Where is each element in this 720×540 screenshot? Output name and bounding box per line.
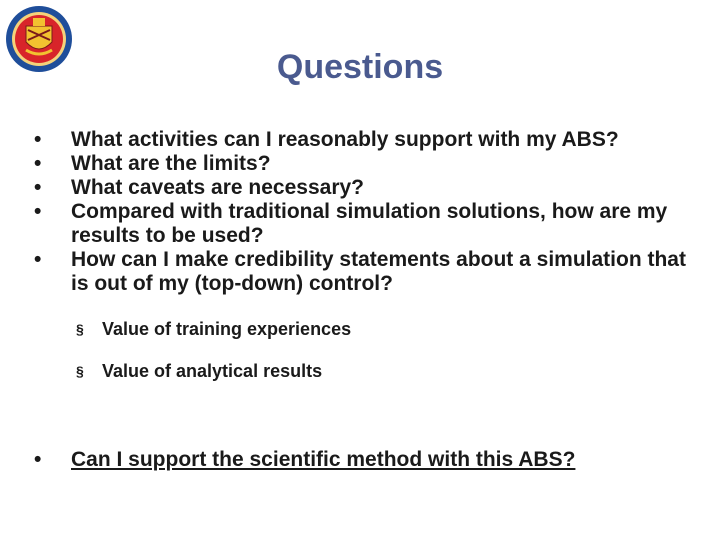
bullet-icon: • (34, 200, 42, 223)
bullet-item-link[interactable]: • Can I support the scientific method with this ABS? (34, 448, 576, 471)
bullet-item: • What are the limits? (34, 152, 271, 175)
bullet-icon: • (34, 448, 42, 471)
sub-bullet-item: § Value of training experiences (76, 319, 352, 339)
bullet-item: • Compared with traditional simulation solutions, how are my results to be used? (34, 200, 668, 247)
sub-bullet-item: § Value of analytical results (76, 361, 323, 381)
square-bullet-icon: § (76, 363, 84, 379)
bullet-icon: • (34, 128, 42, 151)
bullet-icon: • (34, 176, 42, 199)
bullet-item: • What activities can I reasonably support with my ABS? (34, 128, 619, 151)
bullet-icon: • (34, 152, 42, 175)
bullet-item: • How can I make credibility statements about a simulation that is out of my (top-down) control? (34, 248, 686, 295)
bullet-list (34, 128, 694, 472)
slide-title: Questions (276, 48, 444, 86)
bullet-item: • What caveats are necessary? (34, 176, 365, 199)
square-bullet-icon: § (76, 321, 84, 337)
bullet-icon: • (34, 248, 42, 271)
